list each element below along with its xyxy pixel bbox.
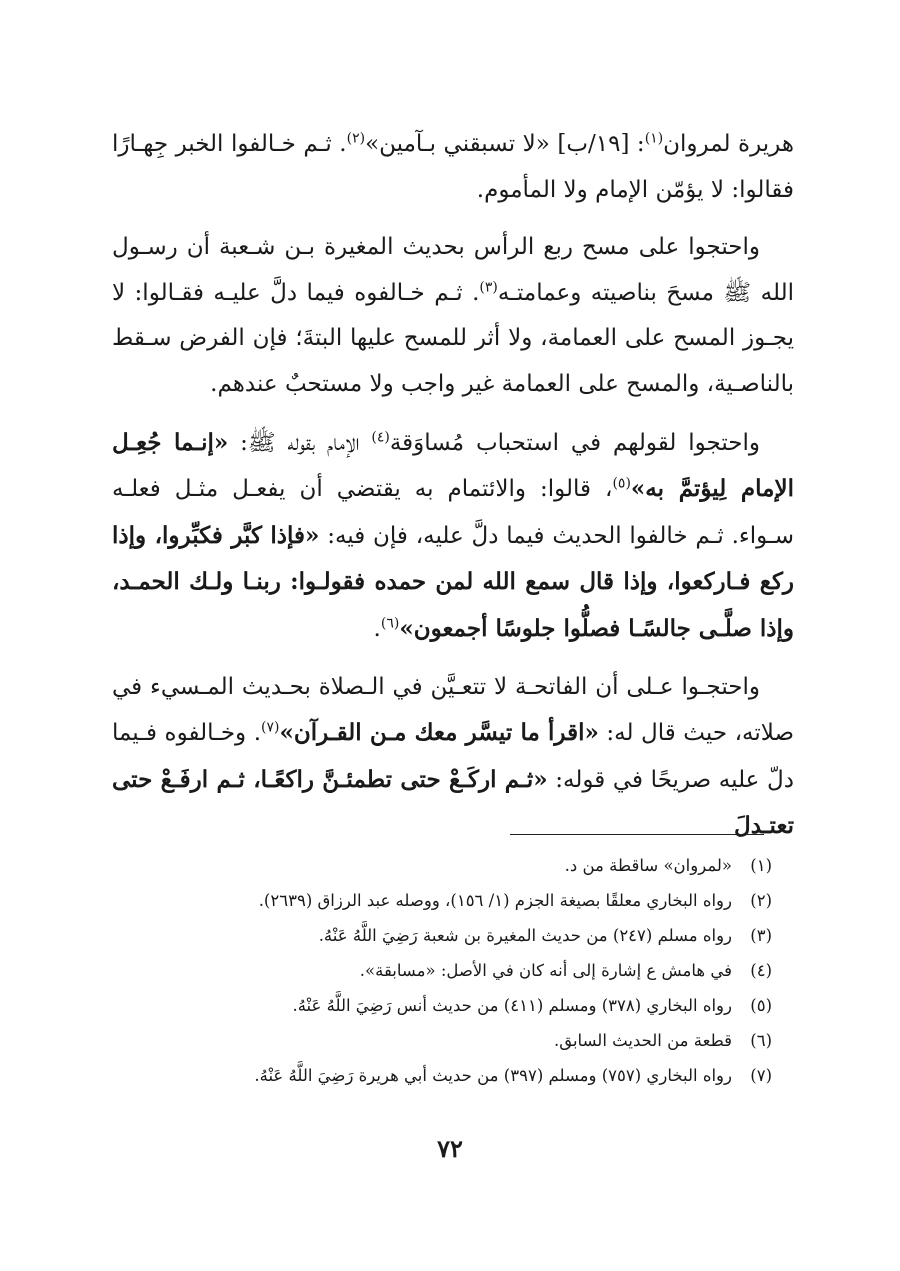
footnote: [112, 848, 772, 883]
paragraph: [112, 420, 794, 653]
footnote-reference: (٣): [479, 279, 498, 296]
footnote-number: (٦): [750, 1031, 772, 1050]
footnote-number: (٢): [750, 891, 772, 910]
text-segment: : [١٩/ب] «لا تسبقني بـآمين»: [365, 131, 645, 157]
footnote-number: (٥): [750, 996, 772, 1015]
footnote: [112, 918, 772, 953]
footnote: [112, 1023, 772, 1058]
footnote-number: (١): [750, 856, 772, 875]
text-segment: . ثـم خـالفوه فيما دلَّ عليـه فقـالوا: لا يجـوز المسح على العمامة، ولا أثر للمسح عليها البتةَ؛ فإن الفرض سـقط بالناصـية، والمسح على العمامة غير واجب ولا مستحبٌ عندهم.: [112, 279, 794, 397]
footnote: [112, 883, 772, 918]
text-segment: واحتجوا على مسح ربع الرأس بحديث المغيرة بـن شـعبة أن رسـول الله ﷺ مسحَ بناصيته وعمامتـه: [112, 234, 794, 306]
hadith-quote: «إنـما جُعِـل الإمام لِيؤتمَّ به»: [112, 428, 794, 503]
footnote-number: (٤): [750, 961, 772, 980]
paragraph: [112, 665, 794, 850]
footnote-number: (٣): [750, 926, 772, 945]
footnote-text: رواه البخاري (٧٥٧) ومسلم (٣٩٧) من حديث أبي هريرة رَضِيَ اللَّهُ عَنْهُ.: [254, 1066, 732, 1085]
paragraph: [112, 122, 794, 213]
footnote: [112, 1058, 772, 1093]
hadith-quote: «اقرأ ما تيسَّر معك مـن القـرآن»: [279, 719, 599, 747]
footnote-text: رواه البخاري معلقًا بصيغة الجزم (١/ ١٥٦)، ووصله عبد الرزاق (٢٦٣٩).: [258, 891, 732, 910]
footnote-text: في هامش ع إشارة إلى أنه كان في الأصل: «مسابقة».: [359, 961, 732, 980]
page-number: ٧٢: [437, 1134, 463, 1163]
footnote: [112, 953, 772, 988]
footnote-text: رواه مسلم (٢٤٧) من حديث المغيرة بن شعبة رَضِيَ اللَّهُ عَنْهُ.: [318, 926, 732, 945]
footnote-reference: (٦): [380, 615, 400, 632]
text-segment: واحتجوا لقولهم في استحباب مُساوَقة: [389, 429, 761, 456]
footnote-reference: (٢): [346, 130, 366, 147]
footnote-reference: (٤): [371, 428, 390, 445]
footnote-text: قطعة من الحديث السابق.: [553, 1031, 732, 1050]
text-segment: . ثـم خـالفوا الخبر جِهـارًا فقالوا: لا يؤمّن الإمام ولا المأموم.: [112, 131, 794, 203]
footnote-number: (٧): [750, 1066, 772, 1085]
footnote-reference: (٧): [261, 719, 280, 736]
footnote-separator: [510, 834, 764, 835]
text-segment: الإمام بقوله ﷺ:: [228, 429, 372, 456]
paragraph: [112, 225, 794, 407]
hadith-quote: «ثـم اركَـعْ حتى تطمئـنَّ راكعًـا، ثـم ارفَـعْ حتى تعتـدلَ: [112, 765, 794, 840]
hadith-quote: «فإذا كبَّر فكبِّروا، وإذا ركع فـاركعوا، وإذا قال سمع الله لمن حمده فقولـوا: ربنـا ولـك الحمـد، وإذا صلَّـى جالسًـا فصلُّوا جلوسًا أجمعون»: [112, 521, 794, 642]
footnotes: [112, 848, 772, 1093]
text-segment: . وخـالفوه فـيما دلّ عليه صريحًا في قوله:: [112, 720, 794, 793]
footnote: [112, 988, 772, 1023]
footnote-text: «لمروان» ساقطة من د.: [564, 856, 732, 875]
footnote-reference: (١): [644, 130, 664, 147]
text-segment: ، قالوا: والائتمام به يقتضي أن يفعـل مثـل فعلـه سـواء. ثـم خالفوا الحديث فيما دلَّ عليه، فإن فيه:: [112, 476, 794, 549]
text-segment: هريرة لمروان: [663, 131, 795, 157]
main-text: [112, 122, 794, 862]
footnote-text: رواه البخاري (٣٧٨) ومسلم (٤١١) من حديث أنس رَضِيَ اللَّهُ عَنْهُ.: [292, 996, 732, 1015]
text-segment: واحتجـوا عـلى أن الفاتحـة لا تتعـيَّن في الـصلاة بحـديث المـسيء في صلاته، حيث قال له:: [112, 673, 794, 747]
footnote-reference: (٥): [612, 475, 631, 492]
text-segment: .: [373, 615, 381, 642]
